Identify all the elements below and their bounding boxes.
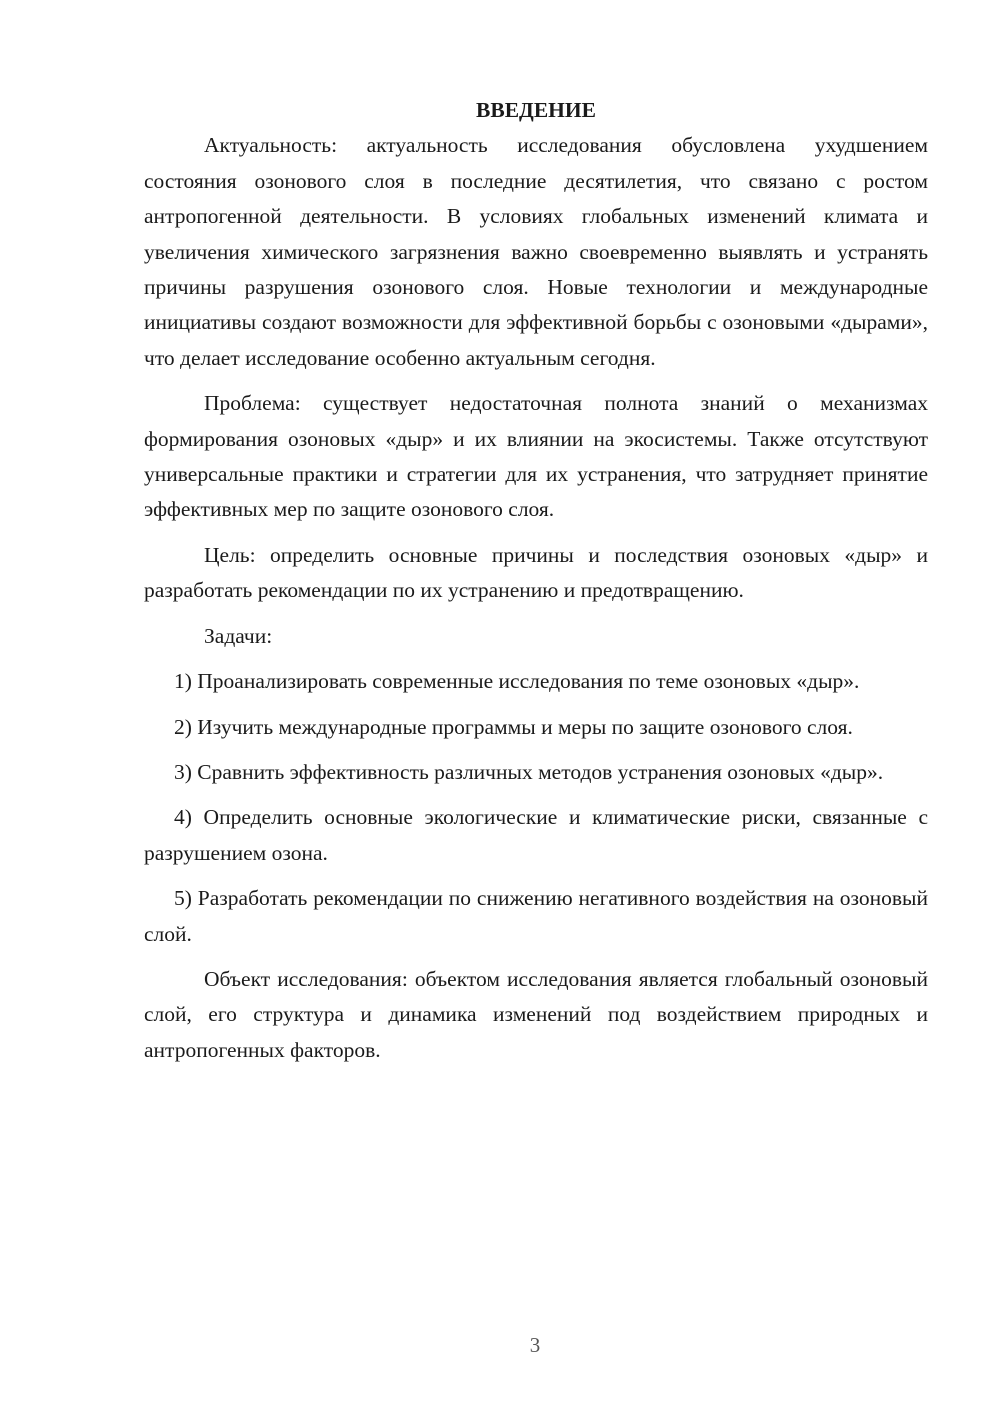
paragraph-object: Объект исследования: объектом исследования является глобальный озоновый слой, его структура и динамика изменений под воздействием природных и антропогенных факторов. [144,966,928,1062]
paragraph-problem: Проблема: существует недостаточная полнота знаний о механизмах формирования озоновых «дыр» и их влиянии на экосистемы. Также отсутствуют универсальные практики и стратегии для их устранения, что затрудняет принятие эффективных мер по защите озонового слоя. [144,391,928,522]
page-body [144,93,928,1078]
tasks-label: Задачи: [204,623,273,648]
section-heading: ВВЕДЕНИЕ [476,98,596,122]
task-item-2: 2) Изучить международные программы и меры по защите озонового слоя. [174,714,853,739]
paragraph-relevance: Актуальность: актуальность исследования обусловлена ухудшением состояния озонового слоя в последние десятилетия, что связано с ростом антропогенной деятельности. В условиях глобальных изменений климата и увеличения химического загрязнения важно своевременно выявлять и устранять причины разрушения озонового слоя. Новые технологии и международные инициативы создают возможности для эффективной борьбы с озоновыми «дырами», что делает исследование особенно актуальным сегодня. [144,133,928,370]
paragraph-goal: Цель: определить основные причины и последствия озоновых «дыр» и разработать рекомендации по их устранению и предотвращению. [144,542,928,603]
task-item-4: 4) Определить основные экологические и климатические риски, связанные с разрушением озона. [144,805,928,865]
task-item-3: 3) Сравнить эффективность различных методов устранения озоновых «дыр». [174,759,884,784]
task-item-5: 5) Разработать рекомендации по снижению негативного воздействия на озоновый слой. [144,886,928,946]
page-number: 3 [529,1333,541,1357]
task-item-1: 1) Проанализировать современные исследования по теме озоновых «дыр». [174,669,860,694]
